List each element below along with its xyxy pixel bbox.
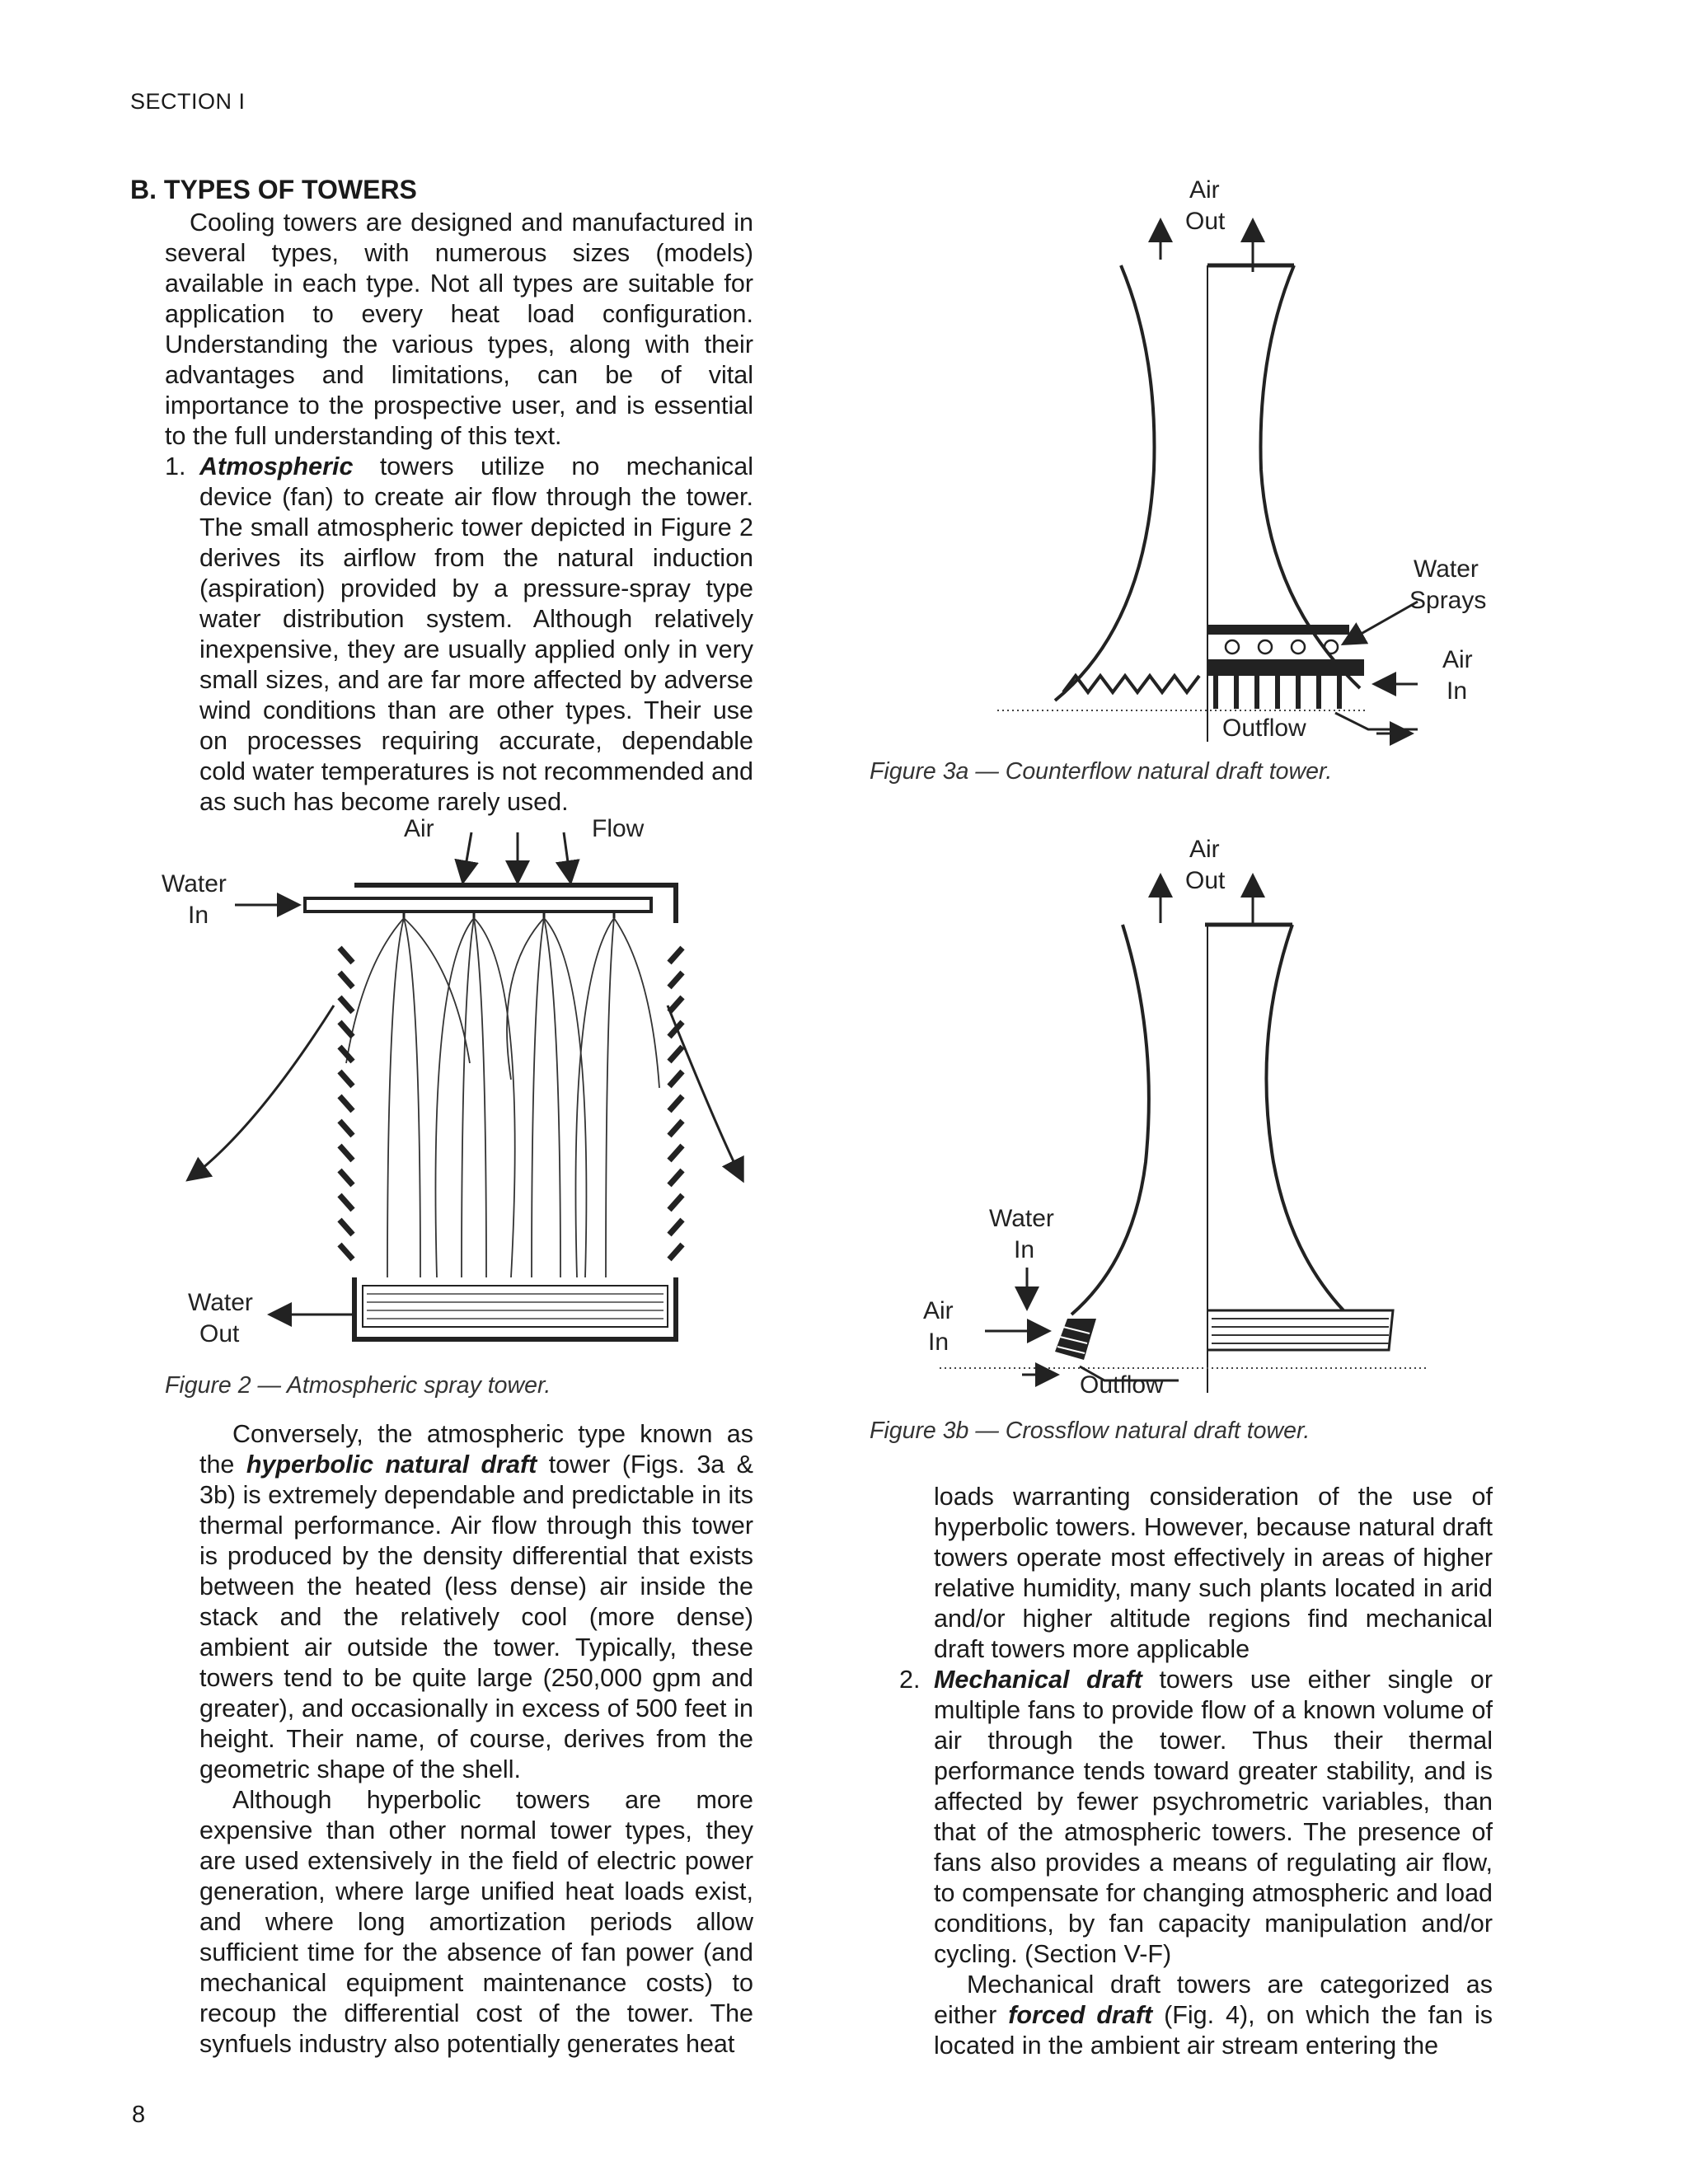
fig3a-out-label: Out — [1185, 208, 1226, 235]
mech-post: (Fig. 4), on which the fan is located in the ambient air stream entering the — [934, 2001, 1493, 2060]
figure-2-caption: Figure 2 — Atmospheric spray tower. — [165, 1372, 551, 1399]
figure-3a-caption: Figure 3a — Counterflow natural draft tower. — [870, 758, 1333, 785]
item-atmospheric — [165, 452, 753, 818]
figure-2-diagram — [157, 816, 767, 1352]
intro-paragraph: Cooling towers are designed and manufactured in several types, with numerous sizes (models) available in each type. Not all types are suitable for application to every heat load configuration. Understanding the various types, along with their advantages and limitations, can be of vital importance to the prospective user, and is essential to the full understanding of this text. — [165, 209, 753, 450]
term-forced-draft: forced draft — [1008, 2001, 1153, 2029]
left-column-top — [165, 208, 753, 818]
left-column-bottom — [199, 1419, 753, 2060]
item-mechanical-text: towers use either single or multiple fans to provide flow of a known volume of air through the tower. Thus their thermal performance tends toward greater stability, and is affected by fewer psychrometric variables, than that of the atmospheric towers. The presence of fans also provides a means of regulating air flow, to compensate for changing atmospheric and load conditions, by fan capacity manipulation and/or cycling. (Section V-F) — [934, 1666, 1493, 1968]
fig2-air-label: Air — [404, 816, 434, 842]
loads-paragraph: loads warranting consideration of the use of hyperbolic towers. However, because natural draft towers operate most effectively in areas of higher relative humidity, many such plants located in arid and/or higher altitude regions find mechanical draft towers more applicable — [934, 1483, 1493, 1663]
mechanical-paragraph — [934, 1970, 1493, 2061]
hyperbolic-post: tower (Figs. 3a & 3b) is extremely dependable and predictable in its thermal performance. Air flow through this tower is produced by the density differential that exists between the heated (less dense) air inside the stack and the relatively cool (more dense) ambient air outside the tower. Typically, these towers tend to be quite large (250,000 gpm and greater), and occasionally in excess of 500 feet in height. Their name, of course, derives from the geometric shape of the shell. — [199, 1451, 754, 1783]
fig3b-air-label: Air — [1189, 836, 1220, 863]
term-mechanical: Mechanical draft — [934, 1666, 1142, 1694]
item-number: 2. — [899, 1666, 921, 1694]
mech-pre: Mechanical draft towers are categorized as either — [934, 1971, 1493, 2029]
fig3a-air-in-label-2: In — [1447, 677, 1468, 705]
right-column-text — [899, 1482, 1493, 2061]
fig2-water-out-label-1: Water — [188, 1289, 253, 1316]
figure-3b-caption: Figure 3b — Crossflow natural draft tower. — [870, 1418, 1311, 1444]
fig3a-sprays-label-2: Sprays — [1409, 587, 1487, 614]
fig2-flow-label: Flow — [592, 816, 645, 842]
although-paragraph: Although hyperbolic towers are more expensive than other normal tower types, they are used extensively in the field of electric power generation, where large unified heat loads exist, and where long amortization periods allow sufficient time for the absence of fan power (and mechanical equipment maintenance costs) to recoup the differential cost of the tower. The synfuels industry also potentially generates heat — [199, 1786, 753, 2058]
fig3b-water-in-label-2: In — [1014, 1236, 1035, 1263]
fig3b-air-in-label-2: In — [928, 1329, 950, 1356]
fig3a-air-label: Air — [1189, 176, 1220, 204]
item-number: 1. — [165, 452, 186, 480]
fig3a-outflow-label: Outflow — [1222, 715, 1306, 742]
section-heading: B. TYPES OF TOWERS — [130, 175, 417, 204]
page-number: 8 — [132, 2102, 146, 2128]
section-label: SECTION I — [130, 89, 246, 114]
item-mechanical — [899, 1665, 1493, 1970]
term-atmospheric: Atmospheric — [199, 452, 354, 480]
fig2-water-in-label-1: Water — [162, 870, 227, 898]
fig2-water-out-label-2: Out — [199, 1320, 240, 1347]
fig2-water-in-label-2: In — [188, 902, 209, 929]
hyperbolic-paragraph — [199, 1419, 753, 1785]
figure-3a-diagram — [973, 173, 1517, 750]
fig3b-air-in-label-1: Air — [923, 1297, 954, 1324]
fig3b-water-in-label-1: Water — [989, 1205, 1054, 1232]
term-hyperbolic: hyperbolic natural draft — [246, 1451, 537, 1479]
figure-3b-diagram — [907, 832, 1467, 1401]
fig3b-outflow-label: Outflow — [1080, 1371, 1164, 1399]
fig3a-air-in-label-1: Air — [1442, 646, 1473, 673]
fig3a-sprays-label-1: Water — [1414, 555, 1479, 583]
item-atmospheric-text: towers utilize no mechanical device (fan) to create air flow through the tower. The small atmospheric tower depicted in Figure 2 derives its airflow from the natural induction (aspiration) provided by a pressure-spray type water distribution system. Although relatively inexpensive, they are usually applied only in very small sizes, and are far more affected by adverse wind conditions than are other types. Their use on processes requiring accurate, dependable cold water temperatures is not recommended and as such has become rarely used. — [199, 452, 753, 816]
fig3b-out-label: Out — [1185, 867, 1226, 894]
hyperbolic-pre: Conversely, the atmospheric type known as the — [199, 1420, 753, 1479]
